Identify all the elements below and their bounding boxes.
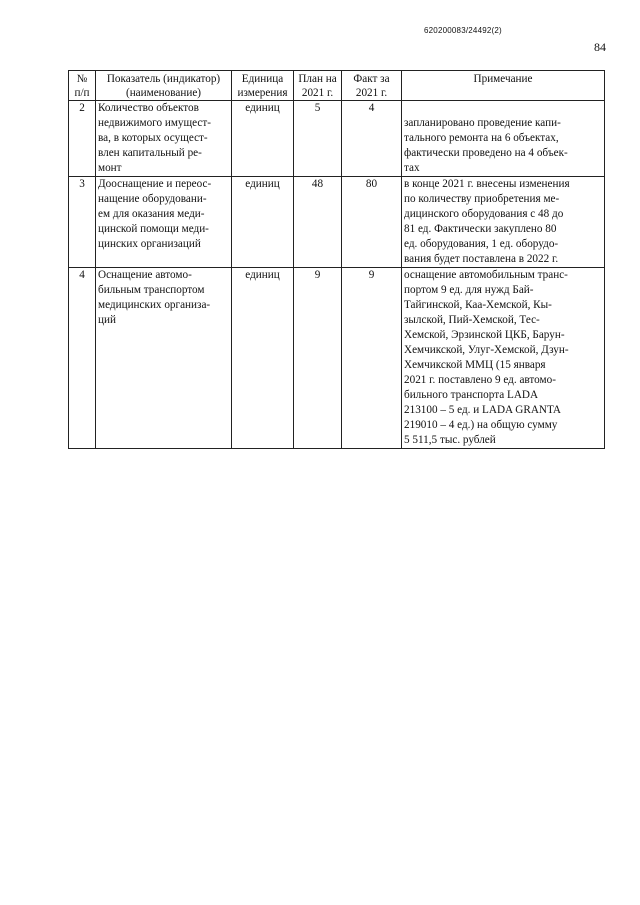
- row-note-line: портом 9 ед. для нужд Бай-: [404, 284, 534, 296]
- row-note-line: фактически проведено на 4 объек-: [404, 147, 568, 159]
- header-fact-line: Факт за: [353, 73, 390, 85]
- row-name-line: ва, в которых осущест-: [98, 132, 208, 144]
- row-unit: единиц: [232, 177, 294, 268]
- row-name-line: цинской помощи меди-: [98, 223, 209, 235]
- row-note-line: 81 ед. Фактически закуплено 80: [404, 223, 557, 235]
- row-name-line: монт: [98, 162, 122, 174]
- row-num: 3: [69, 177, 96, 268]
- header-plan-line: 2021 г.: [301, 87, 334, 99]
- row-note-line: ед. оборудования, 1 ед. оборудо-: [404, 238, 559, 250]
- table-row: [69, 268, 605, 449]
- row-plan: 5: [294, 101, 342, 177]
- row-name-line: недвижимого имущест-: [98, 117, 211, 129]
- row-note: [402, 101, 605, 177]
- row-note-line: дицинского оборудования с 48 до: [404, 208, 564, 220]
- row-note: [402, 268, 605, 449]
- row-name-line: нащение оборудовани-: [98, 193, 207, 205]
- row-note-line: 219010 – 4 ед.) на общую сумму: [404, 419, 558, 431]
- row-note-line: Хемчикской ММЦ (15 января: [404, 359, 546, 371]
- row-unit: единиц: [232, 268, 294, 449]
- header-unit-line: измерения: [237, 87, 288, 99]
- row-note-line: [404, 101, 602, 116]
- header-num-line: п/п: [74, 87, 90, 99]
- row-note-line: тального ремонта на 6 объектах,: [404, 132, 559, 144]
- header-unit-line: Единица: [241, 73, 284, 85]
- row-note-line: 5 511,5 тыс. рублей: [404, 434, 496, 446]
- header-num: [69, 71, 96, 101]
- row-indicator-name: [96, 101, 232, 177]
- page-number: 84: [594, 40, 606, 54]
- row-note-line: Хемской, Эрзинской ЦКБ, Барун-: [404, 329, 565, 341]
- row-note-line: бильного транспорта LADA: [404, 389, 539, 401]
- row-note-line: тах: [404, 162, 420, 174]
- header-name-line: Показатель (индикатор): [106, 73, 221, 85]
- row-note-line: вания будет поставлена в 2022 г.: [404, 253, 559, 265]
- row-note-line: запланировано проведение капи-: [404, 117, 561, 129]
- header-name-line: (наименование): [125, 87, 202, 99]
- row-name-line: ем для оказания меди-: [98, 208, 205, 220]
- row-name-line: влен капитальный ре-: [98, 147, 202, 159]
- document-code: 620200083/24492(2): [424, 26, 502, 35]
- row-note-line: в конце 2021 г. внесены изменения: [404, 178, 570, 190]
- header-name: [96, 71, 232, 101]
- row-fact: 80: [342, 177, 402, 268]
- header-num-line: №: [76, 73, 88, 85]
- row-indicator-name: [96, 177, 232, 268]
- header-note: [402, 71, 605, 101]
- row-note-line: 2021 г. поставлено 9 ед. автомо-: [404, 374, 556, 386]
- row-num: 2: [69, 101, 96, 177]
- row-num: 4: [69, 268, 96, 449]
- row-name-line: Дооснащение и переос-: [98, 178, 212, 190]
- row-name-line: ций: [98, 314, 116, 326]
- table-header-row: [69, 71, 605, 101]
- header-note-line: Примечание: [473, 73, 533, 85]
- header-fact: [342, 71, 402, 101]
- row-plan: 48: [294, 177, 342, 268]
- row-note-line: зылской, Пий-Хемской, Тес-: [404, 314, 540, 326]
- row-indicator-name: [96, 268, 232, 449]
- row-name-line: Количество объектов: [98, 102, 199, 114]
- row-note-line: 213100 – 5 ед. и LADA GRANTA: [404, 404, 561, 416]
- row-name-line: медицинских организа-: [98, 299, 211, 311]
- row-note: [402, 177, 605, 268]
- row-note-line: Тайгинской, Каа-Хемской, Кы-: [404, 299, 552, 311]
- row-unit: единиц: [232, 101, 294, 177]
- row-name-line: бильным транспортом: [98, 284, 205, 296]
- header-plan: [294, 71, 342, 101]
- header-fact-line: 2021 г.: [355, 87, 388, 99]
- row-note-line: по количеству приобретения ме-: [404, 193, 560, 205]
- row-note-line: оснащение автомобильным транс-: [404, 269, 568, 281]
- row-name-line: цинских организаций: [98, 238, 201, 250]
- row-plan: 9: [294, 268, 342, 449]
- indicators-table: [68, 70, 605, 449]
- row-note-line: Хемчикской, Улуг-Хемской, Дзун-: [404, 344, 569, 356]
- table-row: [69, 177, 605, 268]
- table-row: [69, 101, 605, 177]
- row-fact: 9: [342, 268, 402, 449]
- row-name-line: Оснащение автомо-: [98, 269, 192, 281]
- row-fact: 4: [342, 101, 402, 177]
- header-unit: [232, 71, 294, 101]
- header-plan-line: План на: [298, 73, 337, 85]
